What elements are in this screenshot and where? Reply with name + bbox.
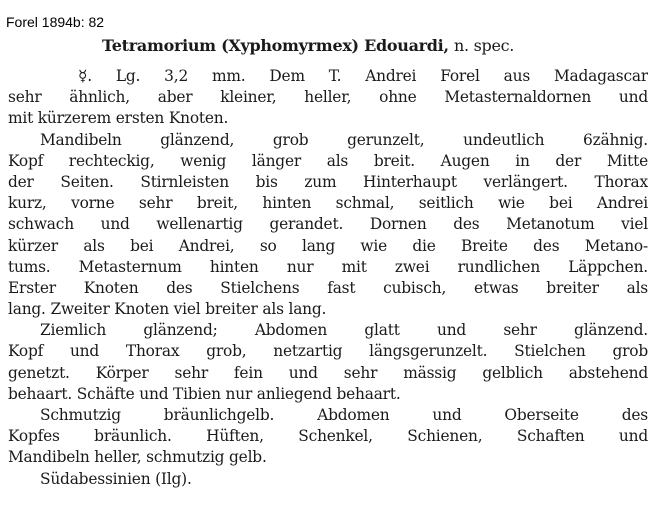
citation-label: Forel 1894b: 82 [6, 14, 105, 30]
text-line: kürzer als bei Andrei, so lang wie die Breite des Metano- [8, 236, 648, 255]
text-line: tums. Metasternum hinten nur mit zwei rundlichen Läppchen. [8, 257, 648, 276]
text-line: mit kürzerem ersten Knoten. [8, 109, 229, 128]
text-line: Mandibeln glänzend, grob gerunzelt, undeutlich 6zähnig. [40, 130, 648, 149]
text-line: Südabessinien (Ilg). [40, 469, 192, 488]
text-line: Schmutzig bräunlichgelb. Abdomen und Oberseite des [40, 406, 648, 424]
text-line: Kopf und Thorax grob, netzartig längsgerunzelt. Stielchen grob [8, 342, 648, 361]
species-title [102, 36, 514, 55]
text-line: schwach und wellenartig gerandet. Dornen des Metanotum viel [8, 215, 648, 234]
species-name: Tetramorium (Xyphomyrmex) Edouardi, [102, 36, 449, 55]
text-line: genetzt. Körper sehr fein und sehr mässig gelblich abstehend [8, 363, 648, 382]
text-line: lang. Zweiter Knoten viel breiter als lang. [8, 300, 327, 319]
text-line: Mandibeln heller, schmutzig gelb. [8, 448, 267, 467]
text-line: Kopfes bräunlich. Hüften, Schenkel, Schienen, Schaften und [8, 427, 648, 446]
text-line: behaart. Schäfte und Tibien nur anliegend behaart. [8, 384, 401, 403]
text-line: Erster Knoten des Stielchens fast cubisch, etwas breiter als [8, 278, 648, 297]
text-line: kurz, vorne sehr breit, hinten schmal, seitlich wie bei Andrei [8, 194, 648, 213]
text-line: sehr ähnlich, aber kleiner, heller, ohne Metasternaldornen und [8, 88, 648, 107]
text-line: Ziemlich glänzend; Abdomen glatt und sehr glänzend. [40, 321, 648, 340]
text-line: der Seiten. Stirnleisten bis zum Hinterhaupt verlängert. Thorax [8, 172, 648, 191]
species-status: n. spec. [454, 36, 515, 55]
description-body [8, 66, 648, 490]
text-line: ☿. Lg. 3,2 mm. Dem T. Andrei Forel aus Madagascar [78, 67, 648, 85]
text-line: Kopf rechteckig, wenig länger als breit. Augen in der Mitte [8, 151, 648, 170]
